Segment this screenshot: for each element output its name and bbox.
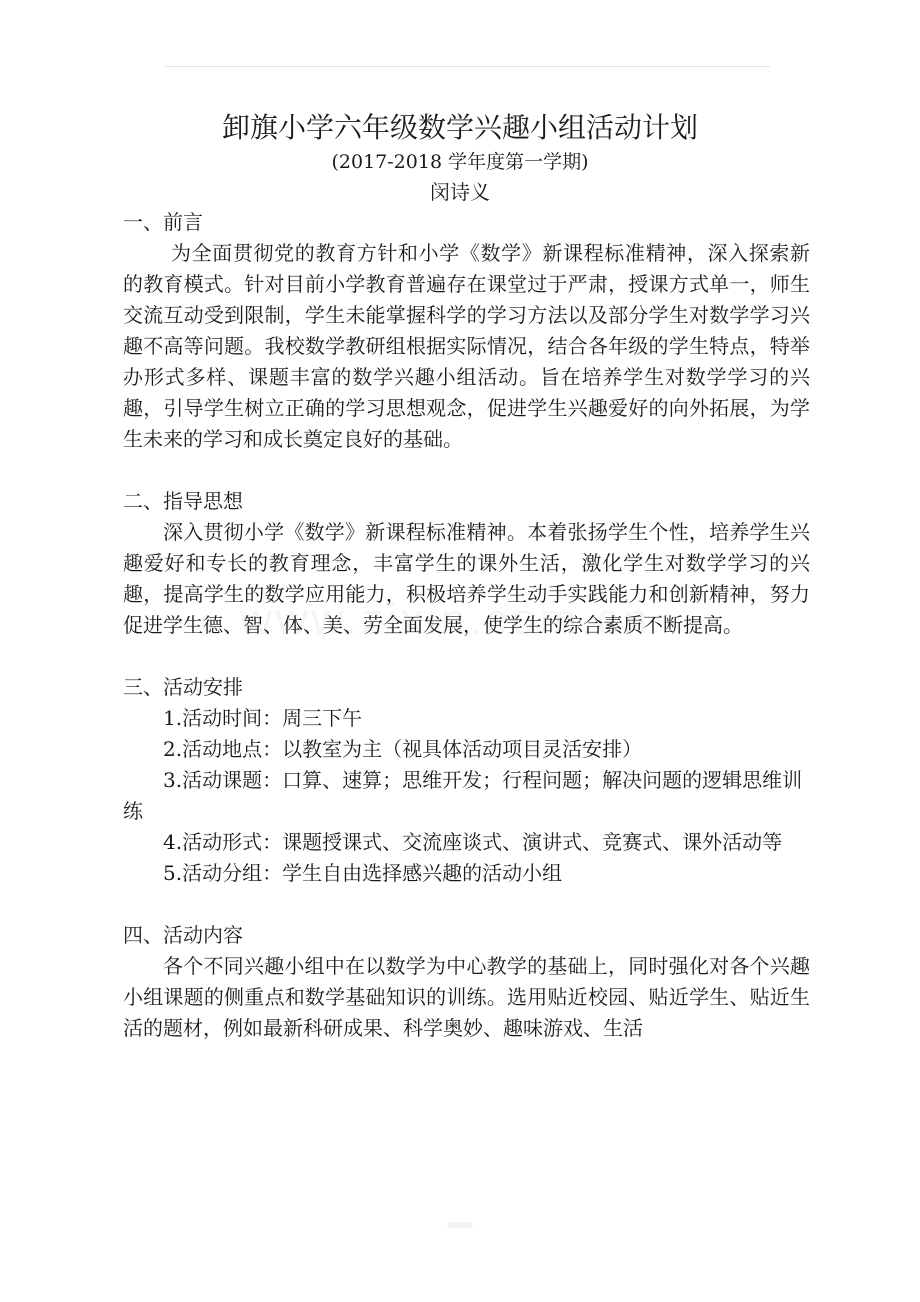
list-item-location: 2.活动地点：以教室为主（视具体活动项目灵活安排）	[163, 737, 643, 761]
section-spacer	[123, 455, 810, 486]
list-item-grouping: 5.活动分组：学生自由选择感兴趣的活动小组	[163, 861, 563, 885]
footer-mark	[447, 1222, 473, 1228]
section-paragraph-guiding-ideas: 深入贯彻小学《数学》新课程标准精神。本着张扬学生个性，培养学生兴趣爱好和专长的教育理念，丰富学生的课外生活，激化学生对数学学习的兴趣，提高学生的数学应用能力，积极培养学生动手实践能力和创新精神，努力促进学生德、智、体、美、劳全面发展，使学生的综合素质不断提高。	[123, 520, 810, 637]
header-rule	[165, 66, 770, 67]
document-title: 卸旗小学六年级数学兴趣小组活动计划	[221, 111, 698, 144]
section-heading-arrangement: 三、活动安排	[123, 675, 243, 699]
section-spacer	[123, 641, 810, 672]
document-subtitle: (2017-2018 学年度第一学期)	[331, 151, 589, 173]
document-author: 闵诗义	[430, 180, 490, 204]
list-item-time: 1.活动时间：周三下午	[163, 706, 363, 730]
section-heading-guiding-ideas: 二、指导思想	[123, 489, 243, 513]
document-body	[123, 207, 810, 1044]
section-paragraph-preface: 为全面贯彻党的教育方针和小学《数学》新课程标准精神，深入探索新的教育模式。针对目前小学教育普遍存在课堂过于严肃，授课方式单一，师生交流互动受到限制，学生未能掌握科学的学习方法以及部分学生对数学学习兴趣不高等问题。我校数学教研组根据实际情况，结合各年级的学生特点，特举办形式多样、课题丰富的数学兴趣小组活动。旨在培养学生对数学学习的兴趣，引导学生树立正确的学习思想观念，促进学生兴趣爱好的向外拓展，为学生未来的学习和成长奠定良好的基础。	[123, 241, 810, 451]
section-paragraph-content: 各个不同兴趣小组中在以数学为中心教学的基础上，同时强化对各个兴趣小组课题的侧重点和数学基础知识的训练。选用贴近校园、贴近学生、贴近生活的题材，例如最新科研成果、科学奥妙、趣味游戏、生活	[123, 954, 810, 1040]
section-spacer	[123, 889, 810, 920]
list-item-format: 4.活动形式：课题授课式、交流座谈式、演讲式、竞赛式、课外活动等	[163, 830, 783, 854]
section-heading-content: 四、活动内容	[123, 923, 243, 947]
list-item-topics: 3.活动课题：口算、速算；思维开发；行程问题；解决问题的逻辑思维训练	[123, 768, 803, 823]
section-heading-preface: 一、前言	[123, 210, 203, 234]
